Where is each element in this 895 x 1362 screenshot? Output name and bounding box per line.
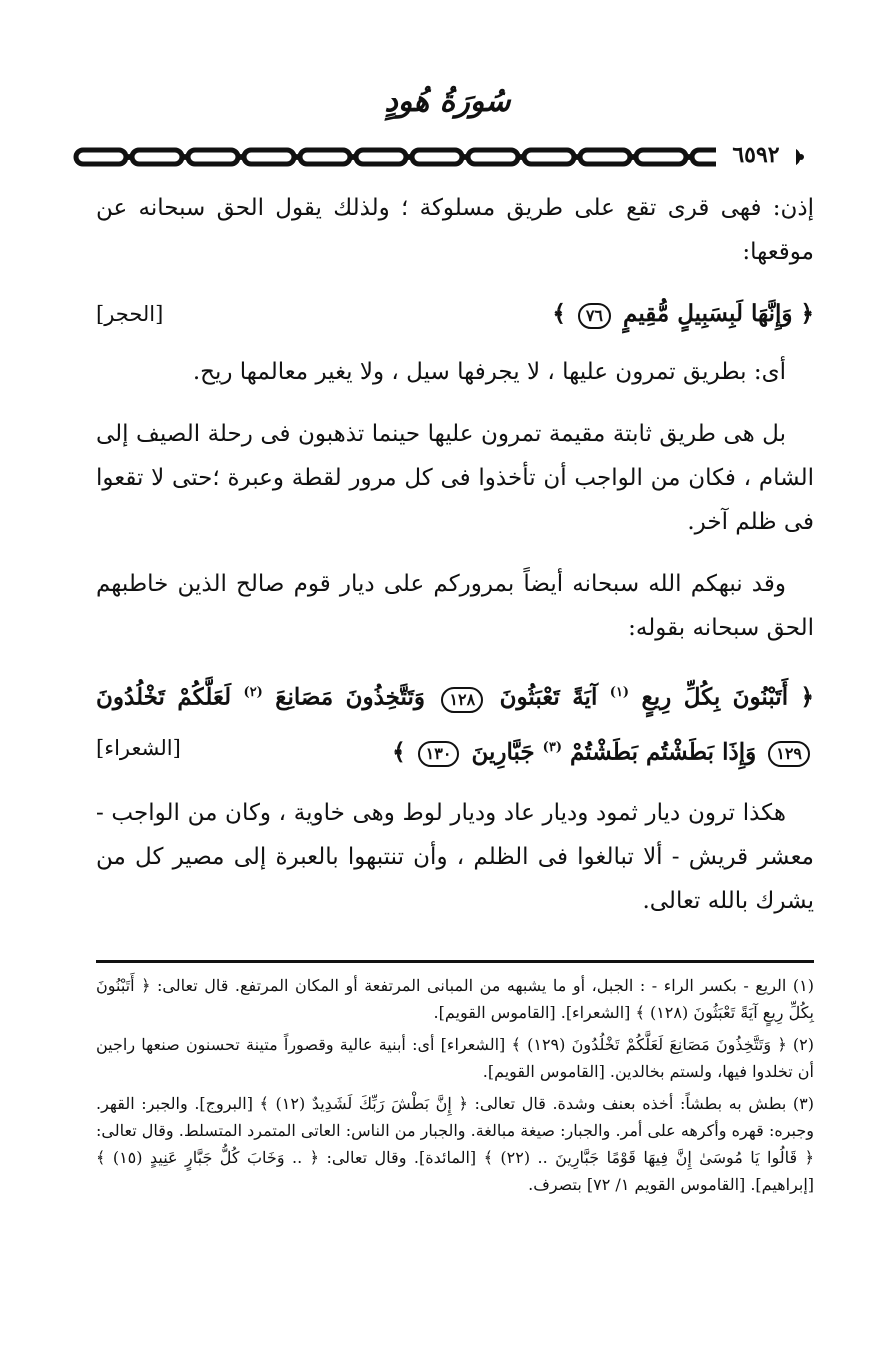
ayah-number: ٧٦ [578,303,611,329]
verse-words: وَإِذَا بَطَشْتُم بَطَشْتُمْ [569,738,757,766]
ayah-number: ١٣٠ [418,741,460,767]
footnote-marker: (٢) [243,685,263,700]
ornamental-border-icon [72,140,812,174]
paragraph: إذن: فهى قرى تقع على طريق مسلوكة ؛ ولذلك يقول الحق سبحانه عن موقعها: [96,195,814,265]
verse-words: آيَةً تَعْبَثُونَ [499,683,598,711]
verse-text [552,292,814,336]
main-text [96,186,814,941]
footnote-divider [96,960,814,963]
page-number: ٦٥٩٢ [716,138,796,172]
verse-words: لَعَلَّكُمْ تَخْلُدُونَ [96,683,232,711]
verse-words: وَتَتَّخِذُونَ مَصَانِعَ [275,683,425,711]
footnotes [96,972,814,1203]
paragraph: وقد نبهكم الله سبحانه أيضاً بمروركم على ديار قوم صالح الذين خاطبهم الحق سبحانه بقوله: [96,571,814,641]
paragraph: هكذا ترون ديار ثمود وديار عاد وديار لوط وهى خاوية ، وكان من الواجب - معشر قريش - ألا تبالغوا فى الظلم ، وأن تنتبهوا بالعبرة إلى مصير كل من يشرك بالله تعالى. [96,800,814,915]
verse-bracket: ﴾ [552,300,566,327]
footnote: (٢) ﴿ وَتَتَّخِذُونَ مَصَانِعَ لَعَلَّكُمْ تَخْلُدُونَ (١٢٩) ﴾ [الشعراء] أى: أبنية عالية وقصوراً متينة تحسنون صنعها راجين أن تخلدوا فيها، ولستم بخالدين. [القاموس القويم]. [96,1035,815,1081]
surah-reference: [الشعراء] [96,735,181,760]
verse-words: ﴿ أَتَبْنُونَ بِكُلِّ رِيعٍ [641,683,814,711]
quran-verse [96,668,814,777]
verse-words: جَبَّارِينَ [471,738,535,766]
verse-bracket: ﴾ [392,738,406,766]
verse-words: ﴿ وَإِنَّهَا لَبِسَبِيلٍ مُّقِيمٍ [623,300,814,327]
surah-reference: [الحجر] [96,302,164,326]
quran-verse [96,292,814,336]
footnote: (١) الريع - بكسر الراء - : الجبل، أو ما يشبهه من المبانى المرتفعة أو المكان المرتفع. قال تعالى: ﴿ أَتَبْنُونَ بِكُلِّ رِيعٍ آيَةً تَعْبَثُونَ (١٢٨) ﴾ [الشعراء]. [القاموس القويم]. [96,976,814,1022]
ayah-number: ١٢٩ [768,741,810,767]
ayah-number: ١٢٨ [441,687,483,713]
footnote-marker: (٣) [542,739,562,755]
paragraph: بل هى طريق ثابتة مقيمة تمرون عليها حينما تذهبون فى رحلة الصيف إلى الشام ، فكان من الواجب أن تأخذوا فى كل مرور لقطة وعبرة ؛حتى لا تقعوا فى ظلم آخر. [96,421,814,535]
paragraph: أى: بطريق تمرون عليها ، لا يجرفها سيل ، ولا يغير معالمها ريح. [192,359,786,385]
footnote: (٣) بطش به بطشاً: أخذه بعنف وشدة. قال تعالى: ﴿ إِنَّ بَطْشَ رَبِّكَ لَشَدِيدٌ (١٢) ﴾ [البروج]. والجبر: القهر. وجبره: قهره وأكرهه على أمر. والجبار: صيغة مبالغة. والجبار من الناس: العاتى المتمرد المتسلط. وقال تعالى: ﴿ قَالُوا يَا مُوسَىٰ إِنَّ فِيهَا قَوْمًا جَبَّارِينَ .. (٢٢) ﴾ [المائدة]. وقال تعالى: ﴿ .. وَخَابَ كُلُّ جَبَّارٍ عَنِيدٍ (١٥) ﴾ [إبراهيم]. [القاموس القويم ١/ ٧٢] بتصرف. [96,1094,815,1194]
surah-title: سُورَةُ هُودٍ [384,84,511,119]
footnote-marker: (١) [609,685,630,700]
